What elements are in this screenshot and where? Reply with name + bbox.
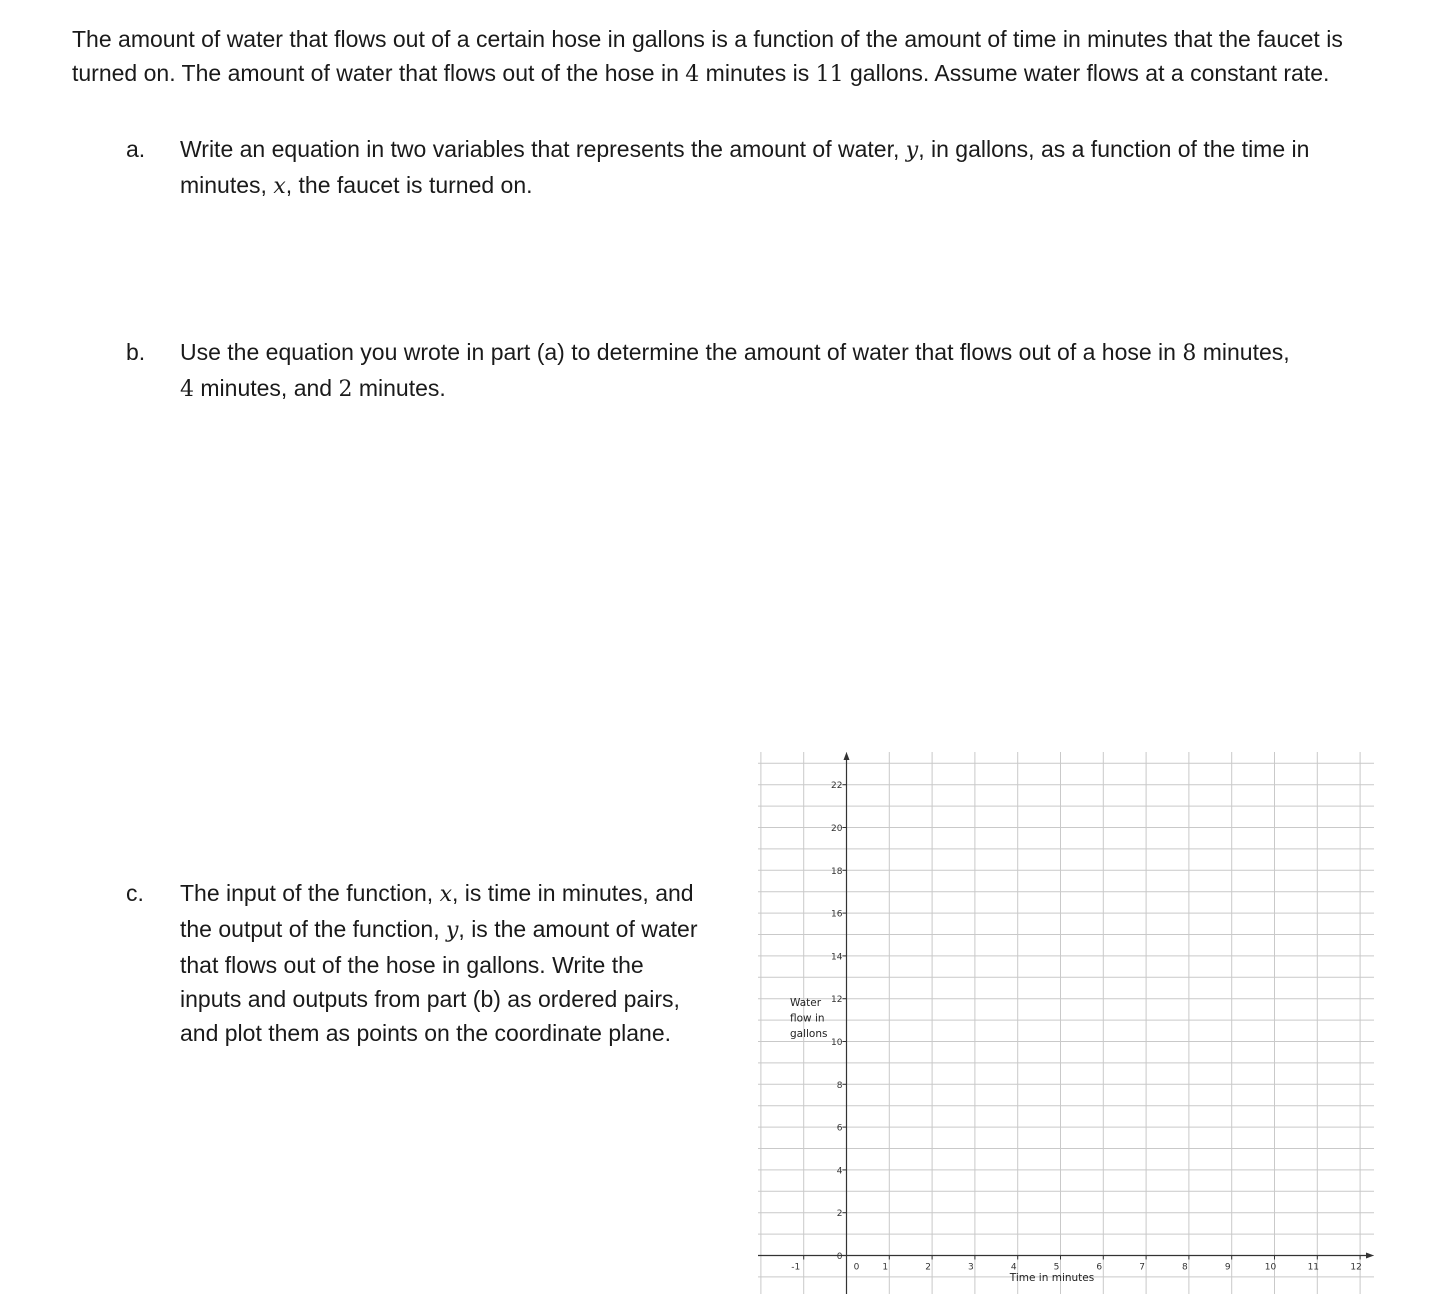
y-axis-label-line: Water — [790, 997, 822, 1009]
variable: y — [905, 138, 919, 163]
part-a-label: a. — [126, 136, 146, 162]
x-tick-label: 7 — [1139, 1262, 1145, 1273]
x-tick-label: 6 — [1096, 1262, 1103, 1273]
x-axis-label: Time in minutes — [1009, 1272, 1095, 1284]
intro-number: 4 — [685, 62, 700, 87]
x-tick-label: 5 — [1053, 1262, 1060, 1273]
x-tick-label: 12 — [1350, 1262, 1362, 1273]
part-b-question: Use the equation you wrote in part (a) to determine the amount of water that flows out of a hose in 8 minutes, 4 minutes, and 2 minutes. — [180, 339, 1290, 402]
y-axis-label-line: flow in — [790, 1012, 825, 1025]
x-tick-label: 0 — [853, 1262, 860, 1273]
part-a-question: Write an equation in two variables that represents the amount of water, y, in gallons, as a function of the time in minutes, x, the faucet is turned on. — [180, 136, 1310, 199]
x-tick-label: 11 — [1307, 1262, 1320, 1273]
grid-lines — [758, 752, 1374, 1294]
part-c-label: c. — [126, 880, 144, 906]
y-tick-label: 16 — [831, 909, 843, 920]
part-b-label: b. — [126, 339, 146, 365]
x-tick-label: 9 — [1224, 1262, 1231, 1273]
intro-number: 11 — [815, 62, 844, 87]
x-tick-label: 4 — [1010, 1262, 1017, 1273]
y-tick-label: 10 — [831, 1038, 843, 1048]
y-tick-label: 6 — [836, 1123, 843, 1134]
y-tick-label: 20 — [831, 824, 843, 834]
x-tick-label: 3 — [968, 1262, 974, 1273]
problem-intro: The amount of water that flows out of a certain hose in gallons is a function of the amount of time in minutes that the faucet is turned on. The amount of water that flows out of the hose in 4 minutes is 11 gallons. Assume water flows at a constant rate. — [72, 26, 1343, 87]
y-tick-label: 2 — [836, 1209, 843, 1220]
number: 2 — [338, 377, 353, 402]
number: 4 — [180, 377, 194, 402]
y-tick-label: 18 — [831, 866, 843, 877]
variable: y — [445, 918, 459, 943]
x-tick-label: 10 — [1264, 1262, 1277, 1273]
y-tick-label: 0 — [836, 1252, 843, 1262]
y-tick-label: 14 — [831, 952, 843, 963]
y-tick-label: 12 — [831, 995, 843, 1006]
y-axis-label-line: gallons — [790, 1028, 828, 1040]
y-tick-label: 22 — [831, 781, 843, 792]
x-tick-label: -1 — [791, 1262, 801, 1273]
number: 8 — [1182, 341, 1197, 366]
tick-labels — [791, 781, 1362, 1272]
variable: x — [273, 174, 286, 199]
y-tick-label: 8 — [836, 1080, 843, 1091]
y-tick-label: 4 — [836, 1166, 843, 1177]
x-tick-label: 2 — [925, 1262, 931, 1273]
y-axis-arrow-icon — [844, 752, 850, 760]
part-c-question: The input of the function, x, is time in minutes, and the output of the function, y, is the amount of water that flows out of the hose in gallons. Write the inputs and outputs from part (b) as ordered pairs, and plot them as points on the coordinate plane. — [180, 880, 698, 1046]
variable: x — [439, 882, 452, 907]
x-axis-arrow-icon — [1366, 1253, 1374, 1259]
y-axis-label — [790, 997, 827, 1040]
x-tick-label: 1 — [882, 1262, 889, 1273]
x-tick-label: 8 — [1182, 1262, 1188, 1273]
